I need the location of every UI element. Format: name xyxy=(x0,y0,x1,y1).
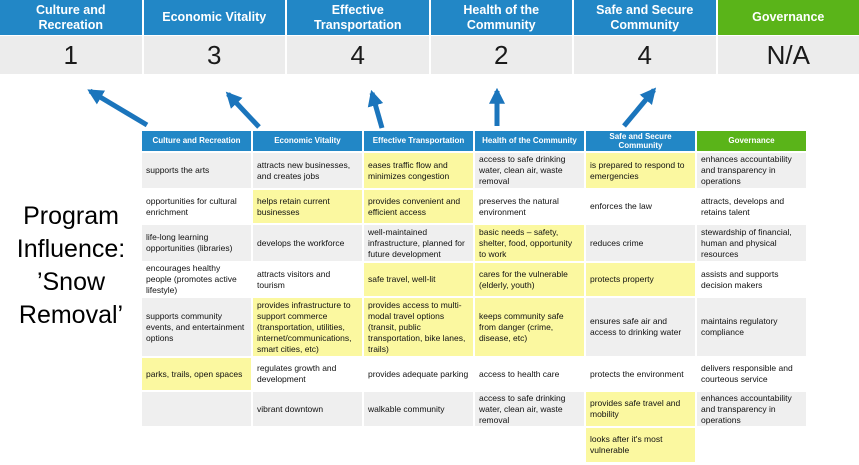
matrix-cell-r1-c6: enhances accountability and transparency in operations xyxy=(697,153,806,188)
matrix-cell-r7-c4: access to safe drinking water, clean air, waste removal xyxy=(475,392,584,426)
matrix-cell-r5-c1: supports community events, and entertainment options xyxy=(142,298,251,356)
matrix-header-5: Safe and Secure Community xyxy=(586,131,695,151)
matrix-cell-r5-c3: provides access to multi-modal travel options (transit, public transportation, bike lanes, trails) xyxy=(364,298,473,356)
scoreboard-header-2: Economic Vitality xyxy=(144,0,286,35)
matrix-cell-r5-c2: provides infrastructure to support commerce (transportation, utilities, internet/communications, smart cities, etc) xyxy=(253,298,362,356)
matrix-cell-r6-c2: regulates growth and development xyxy=(253,358,362,390)
scoreboard-header-4: Health of the Community xyxy=(431,0,573,35)
scoreboard-score-5: 4 xyxy=(574,36,716,74)
matrix-header-2: Economic Vitality xyxy=(253,131,362,151)
matrix-cell-r4-c4: cares for the vulnerable (elderly, youth) xyxy=(475,263,584,296)
matrix-cell-r3-c2: develops the workforce xyxy=(253,225,362,261)
matrix-header-3: Effective Transportation xyxy=(364,131,473,151)
matrix-cell-r5-c5: ensures safe air and access to drinking water xyxy=(586,298,695,356)
scoreboard-score-4: 2 xyxy=(431,36,573,74)
up-arrow-icon-transportation xyxy=(372,93,382,128)
matrix-cell-r2-c2: helps retain current businesses xyxy=(253,190,362,223)
matrix-cell-r8-c1 xyxy=(142,428,251,462)
matrix-header-4: Health of the Community xyxy=(475,131,584,151)
influence-matrix xyxy=(142,131,806,462)
scoreboard-header-5: Safe and Secure Community xyxy=(574,0,716,35)
matrix-cell-r6-c6: delivers responsible and courteous service xyxy=(697,358,806,390)
matrix-cell-r3-c3: well-maintained infrastructure, planned for future development xyxy=(364,225,473,261)
scoreboard-score-1: 1 xyxy=(0,36,142,74)
matrix-cell-r1-c5: is prepared to respond to emergencies xyxy=(586,153,695,188)
matrix-cell-r5-c6: maintains regulatory compliance xyxy=(697,298,806,356)
up-arrow-icon-safe xyxy=(624,90,654,126)
scoreboard-header-6: Governance xyxy=(718,0,859,35)
matrix-cell-r4-c3: safe travel, well-lit xyxy=(364,263,473,296)
scoreboard-score-6: N/A xyxy=(718,36,859,74)
matrix-cell-r2-c6: attracts, develops and retains talent xyxy=(697,190,806,223)
matrix-cell-r4-c2: attracts visitors and tourism xyxy=(253,263,362,296)
matrix-cell-r3-c4: basic needs – safety, shelter, food, opportunity to work xyxy=(475,225,584,261)
matrix-cell-r2-c4: preserves the natural environment xyxy=(475,190,584,223)
scoreboard-score-3: 4 xyxy=(287,36,429,74)
matrix-cell-r8-c4 xyxy=(475,428,584,462)
scoreboard-column-2 xyxy=(144,0,286,74)
matrix-cell-r7-c1 xyxy=(142,392,251,426)
matrix-cell-r1-c4: access to safe drinking water, clean air, waste removal xyxy=(475,153,584,188)
matrix-cell-r7-c6: enhances accountability and transparency in operations xyxy=(697,392,806,426)
matrix-cell-r6-c4: access to health care xyxy=(475,358,584,390)
matrix-cell-r3-c6: stewardship of financial, human and physical resources xyxy=(697,225,806,261)
matrix-cell-r2-c3: provides convenient and efficient access xyxy=(364,190,473,223)
scoreboard-column-1 xyxy=(0,0,142,74)
scoreboard-header-3: Effective Transportation xyxy=(287,0,429,35)
matrix-cell-r7-c2: vibrant downtown xyxy=(253,392,362,426)
matrix-cell-r1-c2: attracts new businesses, and creates jobs xyxy=(253,153,362,188)
scoreboard-column-3 xyxy=(287,0,429,74)
scoreboard-score-2: 3 xyxy=(144,36,286,74)
matrix-header-6: Governance xyxy=(697,131,806,151)
matrix-cell-r8-c5: looks after it's most vulnerable xyxy=(586,428,695,462)
up-arrow-icon-culture xyxy=(90,91,147,125)
matrix-cell-r2-c1: opportunities for cultural enrichment xyxy=(142,190,251,223)
matrix-cell-r4-c6: assists and supports decision makers xyxy=(697,263,806,296)
scoreboard-column-4 xyxy=(431,0,573,74)
scoreboard-header-1: Culture and Recreation xyxy=(0,0,142,35)
matrix-cell-r8-c3 xyxy=(364,428,473,462)
matrix-cell-r8-c2 xyxy=(253,428,362,462)
matrix-cell-r3-c5: reduces crime xyxy=(586,225,695,261)
up-arrow-icon-economic xyxy=(228,94,259,127)
scoreboard-column-6 xyxy=(718,0,859,74)
matrix-cell-r2-c5: enforces the law xyxy=(586,190,695,223)
matrix-cell-r6-c5: protects the environment xyxy=(586,358,695,390)
matrix-cell-r7-c3: walkable community xyxy=(364,392,473,426)
matrix-cell-r6-c1: parks, trails, open spaces xyxy=(142,358,251,390)
matrix-cell-r1-c1: supports the arts xyxy=(142,153,251,188)
matrix-cell-r6-c3: provides adequate parking xyxy=(364,358,473,390)
scoreboard-column-5 xyxy=(574,0,716,74)
matrix-cell-r5-c4: keeps community safe from danger (crime, disease, etc) xyxy=(475,298,584,356)
matrix-cell-r4-c5: protects property xyxy=(586,263,695,296)
program-title: Program Influence: ’Snow Removal’ xyxy=(16,202,126,329)
matrix-cell-r7-c5: provides safe travel and mobility xyxy=(586,392,695,426)
matrix-header-1: Culture and Recreation xyxy=(142,131,251,151)
matrix-cell-r4-c1: encourages healthy people (promotes active lifestyle) xyxy=(142,263,251,296)
matrix-cell-r1-c3: eases traffic flow and minimizes congestion xyxy=(364,153,473,188)
matrix-cell-r3-c1: life-long learning opportunities (libraries) xyxy=(142,225,251,261)
matrix-cell-r8-c6 xyxy=(697,428,806,462)
scoreboard xyxy=(0,0,859,74)
